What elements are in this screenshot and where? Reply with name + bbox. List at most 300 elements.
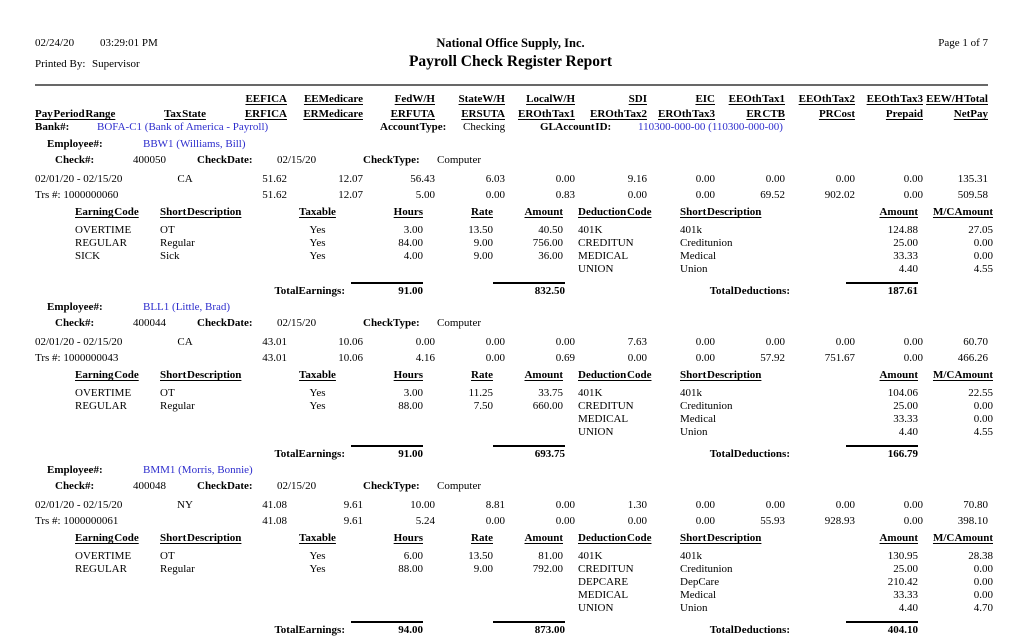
trs-label: Trs #:	[35, 515, 61, 527]
detail-cell: 13.50	[468, 550, 493, 562]
detail-cell: 11.25	[468, 387, 493, 399]
detail-cell: 13.50	[468, 224, 493, 236]
check-type-label: CheckType:	[363, 480, 420, 492]
detail-cell: 27.05	[968, 224, 993, 236]
bank-value-link[interactable]: BOFA-C1 (Bank of America - Payroll)	[97, 121, 269, 133]
tax-amount: 0.00	[903, 336, 923, 348]
column-header: EEFICA	[245, 93, 287, 105]
tax-amount: 60.70	[963, 336, 988, 348]
total-earnings-label: TotalEarnings:	[274, 624, 345, 636]
total-earnings-value: 693.75	[493, 445, 565, 460]
tax-amount: 9.61	[343, 499, 363, 511]
column-header: EIC	[695, 93, 715, 105]
detail-cell: 9.00	[473, 563, 493, 575]
employee-row	[0, 300, 1021, 316]
detail-row	[35, 425, 1021, 438]
column-header: Taxable	[299, 369, 336, 381]
detail-cell: 130.95	[887, 550, 918, 562]
column-header: Amount	[524, 206, 563, 218]
total-deductions-label: TotalDeductions:	[709, 624, 790, 636]
detail-cell: OVERTIME	[75, 387, 132, 399]
trs-label: Trs #:	[35, 352, 61, 364]
ee-tax-row	[35, 495, 1021, 511]
detail-cell: Sick	[160, 250, 180, 262]
column-header: Hours	[393, 532, 423, 544]
total-hours-value: 91.00	[351, 282, 423, 297]
detail-row	[35, 249, 1021, 262]
employee-row	[0, 463, 1021, 479]
detail-cell: OT	[160, 387, 175, 399]
employee-label: Employee#:	[47, 464, 103, 476]
detail-cell: SICK	[75, 250, 101, 262]
detail-cell: 33.33	[893, 589, 918, 601]
detail-cell: 33.33	[893, 250, 918, 262]
gl-account-value-link[interactable]: 110300-000-00 (110300-000-00)	[638, 121, 783, 133]
detail-cell: 84.00	[398, 237, 423, 249]
ee-tax-row	[35, 332, 1021, 348]
detail-cell: Yes	[309, 237, 326, 249]
column-header: LocalW/H	[526, 93, 575, 105]
column-header: Tax State	[164, 108, 206, 120]
company-name: National Office Supply, Inc.	[436, 36, 585, 50]
detail-cell: 4.55	[973, 426, 993, 438]
check-date-value: 02/15/20	[277, 480, 317, 492]
detail-cell: 3.00	[403, 387, 423, 399]
tax-amount: 0.00	[555, 336, 575, 348]
detail-cell: OVERTIME	[75, 550, 132, 562]
tax-amount: 9.61	[343, 515, 363, 527]
column-header: NetPay	[953, 108, 988, 120]
tax-amount: 0.00	[695, 499, 715, 511]
tax-amount: 466.26	[957, 352, 988, 364]
detail-cell: 0.00	[973, 400, 993, 412]
print-time: 03:29:01 PM	[100, 37, 158, 49]
column-header: Prepaid	[885, 108, 923, 120]
employee-block	[0, 463, 1021, 636]
detail-cell: 25.00	[893, 563, 918, 575]
trs-cell	[35, 189, 155, 201]
detail-row	[35, 386, 1021, 399]
column-header: Rate	[471, 532, 493, 544]
tax-amount: 0.00	[903, 352, 923, 364]
detail-row	[35, 223, 1021, 236]
detail-cell: 25.00	[893, 237, 918, 249]
total-earnings-label: TotalEarnings:	[274, 285, 345, 297]
detail-cell: 40.50	[538, 224, 563, 236]
column-header: Earning Code	[75, 206, 139, 218]
detail-cell: 792.00	[532, 563, 563, 575]
column-header: PRCost	[818, 108, 855, 120]
column-header: ERFICA	[244, 108, 287, 120]
detail-cell: Regular	[160, 563, 195, 575]
ee-tax-row	[35, 169, 1021, 185]
tax-amount: 10.06	[338, 352, 363, 364]
detail-cell: Union	[680, 426, 708, 438]
column-header: M/C Amount	[932, 369, 993, 381]
check-date-label: CheckDate:	[197, 154, 253, 166]
printed-by-label: Printed By:	[35, 58, 86, 70]
column-header: Amount	[879, 369, 918, 381]
check-type-label: CheckType:	[363, 317, 420, 329]
column-header: Rate	[471, 369, 493, 381]
account-type-value: Checking	[463, 121, 506, 133]
detail-row	[35, 399, 1021, 412]
report-title: Payroll Check Register Report	[408, 53, 613, 70]
tax-amount: 0.00	[555, 173, 575, 185]
tax-amount: 51.62	[262, 173, 287, 185]
employee-link[interactable]: BMM1 (Morris, Bonnie)	[143, 464, 253, 476]
trs-number: 1000000043	[63, 352, 119, 364]
check-date-label: CheckDate:	[197, 480, 253, 492]
tax-state: CA	[177, 336, 193, 348]
detail-cell: 4.55	[973, 263, 993, 275]
detail-cell: 4.40	[898, 263, 918, 275]
check-number-label: Check#:	[55, 480, 95, 492]
column-header: EEOth Tax1	[728, 93, 785, 105]
tax-amount: 0.00	[835, 173, 855, 185]
detail-cell: CREDITUN	[578, 400, 634, 412]
detail-cell: 9.00	[473, 237, 493, 249]
column-header: EROth Tax3	[658, 108, 715, 120]
tax-amount: 70.80	[963, 499, 988, 511]
column-header: FedW/H	[394, 93, 435, 105]
trs-label: Trs #:	[35, 189, 61, 201]
check-info-row	[0, 153, 1021, 169]
tax-amount: 0.00	[485, 352, 505, 364]
printed-by-value: Supervisor	[92, 58, 140, 70]
detail-cell: OT	[160, 224, 175, 236]
detail-cell: 88.00	[398, 400, 423, 412]
column-header: M/C Amount	[932, 206, 993, 218]
total-hours-value: 91.00	[351, 445, 423, 460]
check-info-row	[0, 479, 1021, 495]
account-type-label: Account Type:	[380, 121, 447, 133]
tax-amount: 6.03	[485, 173, 505, 185]
employee-label: Employee#:	[47, 301, 103, 313]
tax-amount: 43.01	[262, 336, 287, 348]
column-header: SDI	[628, 93, 647, 105]
total-deductions-label: TotalDeductions:	[709, 285, 790, 297]
detail-cell: Creditunion	[680, 237, 733, 249]
detail-cell: CREDITUN	[578, 237, 634, 249]
bank-label: Bank#:	[35, 121, 70, 133]
column-header: ERSUTA	[461, 108, 505, 120]
tax-amount: 0.00	[765, 173, 785, 185]
column-header: Short Description	[160, 369, 242, 381]
detail-cell: Yes	[309, 224, 326, 236]
tax-amount: 0.00	[627, 352, 647, 364]
detail-cell: 33.75	[538, 387, 563, 399]
detail-cell: 401k	[680, 550, 702, 562]
column-header: EEMedicare	[303, 93, 363, 105]
detail-cell: 401k	[680, 387, 702, 399]
tax-amount: 0.00	[485, 515, 505, 527]
detail-row	[35, 575, 1021, 588]
detail-cell: 4.70	[973, 602, 993, 614]
check-date-label: CheckDate:	[197, 317, 253, 329]
detail-cell: UNION	[578, 263, 614, 275]
column-header: Hours	[393, 369, 423, 381]
detail-cell: Creditunion	[680, 400, 733, 412]
employee-link[interactable]: BBW1 (Williams, Bill)	[143, 138, 246, 150]
detail-cell: 0.00	[973, 413, 993, 425]
detail-cell: 9.00	[473, 250, 493, 262]
totals-row	[35, 440, 1021, 460]
employee-link[interactable]: BLL1 (Little, Brad)	[143, 301, 231, 313]
detail-rows	[0, 223, 1021, 275]
detail-cell: MEDICAL	[578, 250, 629, 262]
employee-block	[0, 137, 1021, 297]
column-header: Deduction Code	[578, 532, 652, 544]
detail-cell: 25.00	[893, 400, 918, 412]
tax-amount: 0.00	[555, 515, 575, 527]
tax-amount: 7.63	[627, 336, 647, 348]
tax-amount: 12.07	[338, 189, 363, 201]
column-header: StateW/H	[458, 93, 505, 105]
tax-header-row-1	[35, 90, 1021, 105]
tax-amount: 509.58	[957, 189, 988, 201]
totals-row	[35, 616, 1021, 636]
check-date-value: 02/15/20	[277, 154, 317, 166]
detail-cell: CREDITUN	[578, 563, 634, 575]
detail-row	[35, 588, 1021, 601]
tax-amount: 8.81	[485, 499, 505, 511]
column-header: EROth Tax1	[518, 108, 575, 120]
tax-amount: 9.16	[627, 173, 647, 185]
column-header: EEOth Tax2	[798, 93, 855, 105]
detail-cell: REGULAR	[75, 563, 127, 575]
tax-amount: 902.02	[824, 189, 855, 201]
check-date-value: 02/15/20	[277, 317, 317, 329]
detail-cell: MEDICAL	[578, 589, 629, 601]
detail-cell: DEPCARE	[578, 576, 629, 588]
check-number-label: Check#:	[55, 154, 95, 166]
tax-amount: 0.00	[695, 189, 715, 201]
tax-amount: 1.30	[627, 499, 647, 511]
detail-cell: UNION	[578, 602, 614, 614]
column-header: EROth Tax2	[590, 108, 647, 120]
tax-amount: 0.00	[695, 336, 715, 348]
check-type-value: Computer	[437, 317, 481, 329]
column-header: ERMedicare	[303, 108, 363, 120]
detail-cell: 0.00	[973, 237, 993, 249]
tax-amount: 10.00	[410, 499, 435, 511]
column-header: Amount	[524, 532, 563, 544]
column-header: EEOth Tax3	[866, 93, 923, 105]
tax-amount: 12.07	[338, 173, 363, 185]
check-number-value: 400048	[133, 480, 166, 492]
report-header	[0, 0, 1021, 84]
column-header: Amount	[879, 532, 918, 544]
column-header: Amount	[879, 206, 918, 218]
er-tax-row	[35, 511, 1021, 527]
check-type-value: Computer	[437, 154, 481, 166]
detail-row	[35, 262, 1021, 275]
column-header: EEW/H Total	[926, 93, 988, 105]
tax-amount: 5.00	[415, 189, 435, 201]
tax-amount: 0.00	[835, 499, 855, 511]
detail-cell: Medical	[680, 250, 717, 262]
detail-cell: Creditunion	[680, 563, 733, 575]
check-type-label: CheckType:	[363, 154, 420, 166]
tax-state: NY	[177, 499, 193, 511]
tax-amount: 69.52	[760, 189, 785, 201]
detail-cell: 6.00	[403, 550, 423, 562]
tax-amount: 55.93	[760, 515, 785, 527]
column-header: Earning Code	[75, 532, 139, 544]
detail-cell: 7.50	[473, 400, 493, 412]
detail-cell: 36.00	[538, 250, 563, 262]
tax-amount: 0.00	[903, 515, 923, 527]
tax-amount: 0.00	[765, 336, 785, 348]
tax-amount: 0.00	[627, 189, 647, 201]
detail-cell: Medical	[680, 413, 717, 425]
tax-amount: 43.01	[262, 352, 287, 364]
tax-amount: 0.00	[695, 173, 715, 185]
detail-cell: 81.00	[538, 550, 563, 562]
detail-row	[35, 549, 1021, 562]
tax-amount: 5.24	[415, 515, 435, 527]
detail-header-row	[35, 527, 1021, 544]
pay-period-range: 02/01/20 - 02/15/20	[35, 336, 123, 348]
column-header: ER CTB	[746, 108, 785, 120]
total-hours-value: 94.00	[351, 621, 423, 636]
total-deductions-value: 187.61	[846, 282, 918, 297]
tax-amount: 398.10	[957, 515, 988, 527]
tax-amount: 0.00	[485, 336, 505, 348]
detail-cell: DepCare	[680, 576, 720, 588]
detail-cell: 33.33	[893, 413, 918, 425]
detail-cell: 4.40	[898, 602, 918, 614]
column-header: Short Description	[680, 369, 762, 381]
tax-amount: 57.92	[760, 352, 785, 364]
tax-amount: 56.43	[410, 173, 435, 185]
column-header: Earning Code	[75, 369, 139, 381]
tax-amount: 0.00	[765, 499, 785, 511]
detail-cell: OT	[160, 550, 175, 562]
detail-cell: Yes	[309, 250, 326, 262]
trs-cell	[35, 515, 155, 527]
column-header: Short Description	[680, 532, 762, 544]
detail-cell: 401K	[578, 387, 603, 399]
detail-cell: 4.00	[403, 250, 423, 262]
column-header: Hours	[393, 206, 423, 218]
tax-amount: 135.31	[957, 173, 988, 185]
tax-amount: 0.00	[627, 515, 647, 527]
employee-label: Employee#:	[47, 138, 103, 150]
detail-cell: 104.06	[887, 387, 918, 399]
detail-cell: 3.00	[403, 224, 423, 236]
detail-cell: 756.00	[532, 237, 563, 249]
tax-amount: 10.06	[338, 336, 363, 348]
column-header: Taxable	[299, 206, 336, 218]
column-header: Short Description	[680, 206, 762, 218]
column-header: Pay Period Range	[35, 108, 116, 120]
detail-cell: Yes	[309, 563, 326, 575]
column-header: Short Description	[160, 206, 242, 218]
detail-cell: 401k	[680, 224, 702, 236]
tax-state: CA	[177, 173, 193, 185]
column-header: ERFUTA	[390, 108, 435, 120]
tax-amount: 0.00	[903, 173, 923, 185]
tax-amount: 0.00	[903, 499, 923, 511]
detail-cell: Union	[680, 263, 708, 275]
detail-cell: Yes	[309, 550, 326, 562]
detail-cell: 28.38	[968, 550, 993, 562]
check-number-label: Check#:	[55, 317, 95, 329]
total-earnings-value: 832.50	[493, 282, 565, 297]
check-number-value: 400044	[133, 317, 166, 329]
detail-row	[35, 412, 1021, 425]
tax-amount: 0.00	[835, 336, 855, 348]
detail-cell: Yes	[309, 387, 326, 399]
detail-cell: 0.00	[973, 563, 993, 575]
tax-amount: 41.08	[262, 515, 287, 527]
tax-header-row-2	[35, 105, 1021, 120]
total-earnings-label: TotalEarnings:	[274, 448, 345, 460]
detail-row	[35, 601, 1021, 614]
header-divider	[35, 84, 988, 86]
column-header: Deduction Code	[578, 369, 652, 381]
column-header: Short Description	[160, 532, 242, 544]
detail-cell: 4.40	[898, 426, 918, 438]
detail-cell: Regular	[160, 237, 195, 249]
tax-amount: 0.00	[485, 189, 505, 201]
detail-cell: Medical	[680, 589, 717, 601]
pay-period-range: 02/01/20 - 02/15/20	[35, 499, 123, 511]
check-number-value: 400050	[133, 154, 166, 166]
detail-rows	[0, 549, 1021, 614]
tax-amount: 0.00	[415, 336, 435, 348]
tax-amount: 0.83	[555, 189, 575, 201]
detail-cell: 210.42	[887, 576, 918, 588]
detail-cell: 124.88	[887, 224, 918, 236]
employee-blocks	[0, 137, 1021, 636]
trs-number: 1000000061	[63, 515, 119, 527]
detail-row	[35, 562, 1021, 575]
detail-header-row	[35, 201, 1021, 218]
detail-cell: REGULAR	[75, 400, 127, 412]
detail-cell: Regular	[160, 400, 195, 412]
er-tax-row	[35, 348, 1021, 364]
detail-rows	[0, 386, 1021, 438]
check-info-row	[0, 316, 1021, 332]
page-number: Page 1 of 7	[938, 37, 988, 49]
tax-amount: 51.62	[262, 189, 287, 201]
total-deductions-label: TotalDeductions:	[709, 448, 790, 460]
detail-cell: 88.00	[398, 563, 423, 575]
detail-cell: 0.00	[973, 576, 993, 588]
column-header: Taxable	[299, 532, 336, 544]
tax-amount: 0.00	[695, 515, 715, 527]
tax-amount: 0.00	[695, 352, 715, 364]
trs-number: 1000000060	[63, 189, 119, 201]
totals-row	[35, 277, 1021, 297]
detail-header-row	[35, 364, 1021, 381]
detail-cell: Union	[680, 602, 708, 614]
tax-amount: 41.08	[262, 499, 287, 511]
tax-amount: 751.67	[824, 352, 855, 364]
gl-account-label: GL Account ID:	[540, 121, 612, 133]
employee-block	[0, 300, 1021, 460]
trs-cell	[35, 352, 155, 364]
total-deductions-value: 166.79	[846, 445, 918, 460]
detail-cell: REGULAR	[75, 237, 127, 249]
tax-amount: 0.69	[555, 352, 575, 364]
tax-amount: 928.93	[824, 515, 855, 527]
detail-cell: 22.55	[968, 387, 993, 399]
detail-cell: 401K	[578, 550, 603, 562]
